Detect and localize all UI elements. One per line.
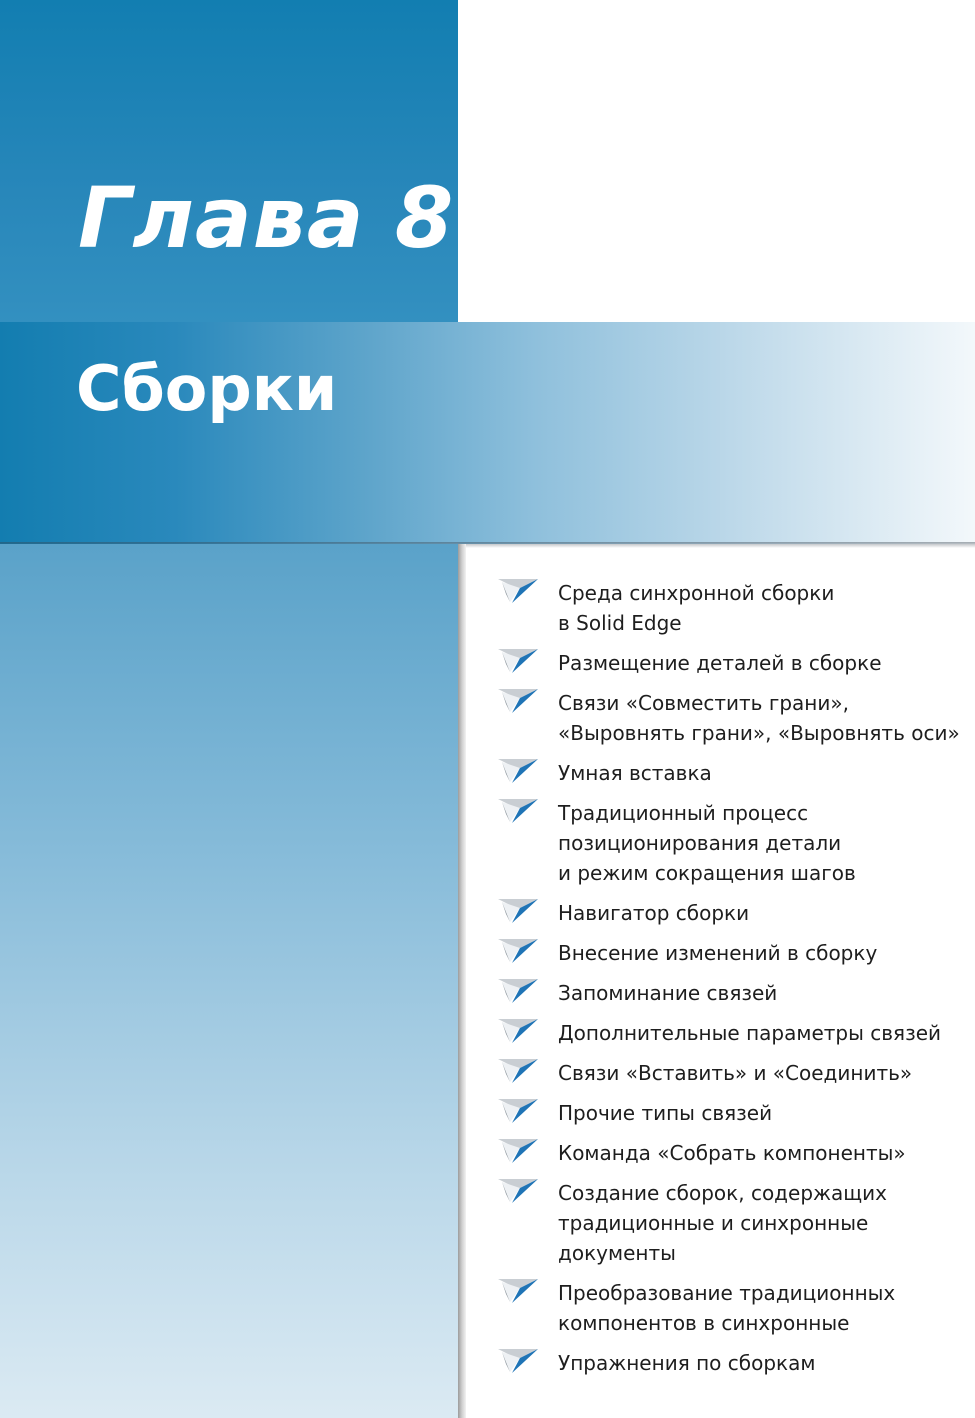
toc-item <box>496 1138 946 1168</box>
panel-divider <box>458 544 466 1418</box>
toc-item <box>496 1058 946 1088</box>
toc-item <box>496 1278 946 1338</box>
toc-item <box>496 688 960 748</box>
toc-item <box>496 648 946 678</box>
arrow-bullet-icon <box>496 574 540 606</box>
left-decorative-panel <box>0 544 458 1418</box>
toc-item <box>496 898 946 928</box>
toc-item <box>496 1018 946 1048</box>
arrow-bullet-icon <box>496 1014 540 1046</box>
toc-item <box>496 798 946 888</box>
arrow-bullet-icon <box>496 894 540 926</box>
toc-item-text: Связи «Совместить грани», <box>558 691 849 715</box>
arrow-bullet-icon <box>496 644 540 676</box>
arrow-bullet-icon <box>496 1094 540 1126</box>
toc-item-text: «Выровнять грани», «Выровнять оси» <box>558 721 960 745</box>
toc-item-text: Упражнения по сборкам <box>558 1351 816 1375</box>
toc-item-text: Дополнительные параметры связей <box>558 1021 942 1045</box>
toc-item-text: Создание сборок, содержащих <box>558 1181 887 1205</box>
toc-item-text: Традиционный процесс <box>558 801 809 825</box>
arrow-bullet-icon <box>496 754 540 786</box>
chapter-contents-list <box>496 578 960 1388</box>
arrow-bullet-icon <box>496 1134 540 1166</box>
arrow-bullet-icon <box>496 974 540 1006</box>
toc-item-text: в Solid Edge <box>558 611 682 635</box>
toc-item <box>496 938 946 968</box>
chapter-title: Сборки <box>76 352 338 425</box>
arrow-bullet-icon <box>496 684 540 716</box>
toc-item-text: Внесение изменений в сборку <box>558 941 878 965</box>
toc-item-text: Команда «Собрать компоненты» <box>558 1141 906 1165</box>
toc-item <box>496 1178 946 1268</box>
toc-item-text: традиционные и синхронные <box>558 1211 869 1235</box>
arrow-bullet-icon <box>496 1344 540 1376</box>
toc-item-text: Навигатор сборки <box>558 901 750 925</box>
toc-item-text: Запоминание связей <box>558 981 778 1005</box>
toc-item <box>496 1348 946 1378</box>
arrow-bullet-icon <box>496 1054 540 1086</box>
toc-item-text: компонентов в синхронные <box>558 1311 850 1335</box>
arrow-bullet-icon <box>496 1274 540 1306</box>
toc-item <box>496 978 946 1008</box>
arrow-bullet-icon <box>496 1174 540 1206</box>
arrow-bullet-icon <box>496 794 540 826</box>
toc-item <box>496 758 946 788</box>
chapter-label: Глава 8 <box>78 169 455 267</box>
chapter-header-panel <box>0 0 458 322</box>
toc-item <box>496 578 946 638</box>
arrow-bullet-icon <box>496 934 540 966</box>
toc-item-text: Связи «Вставить» и «Соединить» <box>558 1061 913 1085</box>
toc-item-text: Прочие типы связей <box>558 1101 773 1125</box>
toc-item-text: документы <box>558 1241 676 1265</box>
toc-item-text: Размещение деталей в сборке <box>558 651 882 675</box>
toc-item-text: Среда синхронной сборки <box>558 581 835 605</box>
toc-item-text: Преобразование традиционных <box>558 1281 896 1305</box>
toc-item <box>496 1098 946 1128</box>
toc-item-text: и режим сокращения шагов <box>558 861 856 885</box>
toc-item-text: позиционирования детали <box>558 831 842 855</box>
toc-item-text: Умная вставка <box>558 761 712 785</box>
